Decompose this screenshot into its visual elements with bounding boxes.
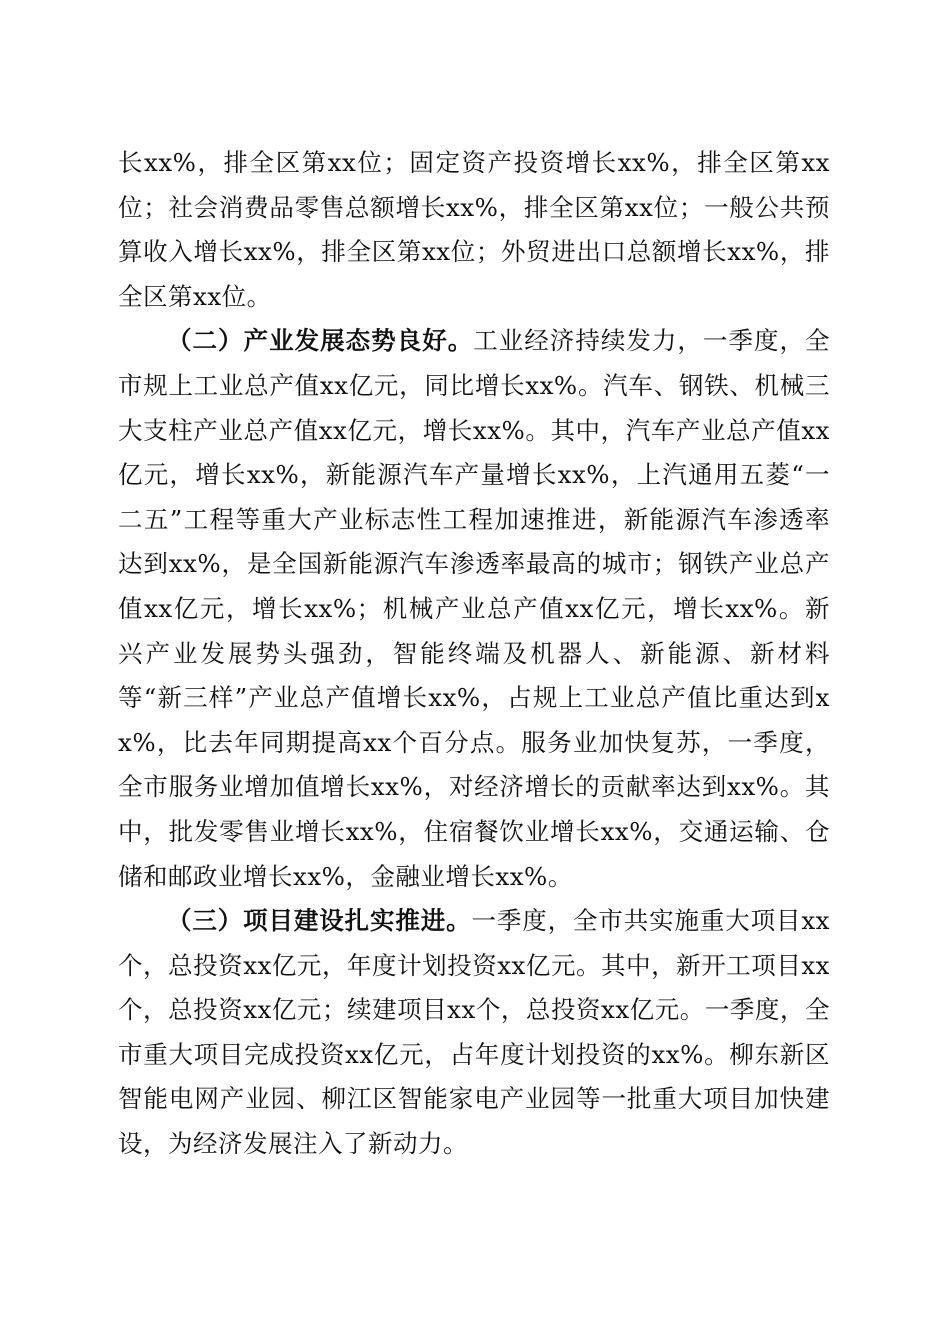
paragraph-heading: （三）项目建设扎实推进。 — [167, 906, 472, 936]
document-page — [118, 141, 830, 1167]
paragraph-text: 长xx%，排全区第xx位；固定资产投资增长xx%，排全区第xx位；社会消费品零售总额增长xx%，排全区第xx位；一般公共预算收入增长xx%，排全区第xx位；外贸进出口总额增长xx%，排全区第xx位。 — [118, 148, 830, 311]
paragraph-heading: （二）产业发展态势良好。 — [167, 326, 474, 356]
paragraph-text: 工业经济持续发力，一季度，全市规上工业总产值xx亿元，同比增长xx%。汽车、钢铁、机械三大支柱产业总产值xx亿元，增长xx%。其中，汽车产业总产值xx亿元，增长xx%，新能源汽车产量增长xx%，上汽通用五菱“一二五”工程等重大产业标志性工程加速推进，新能源汽车渗透率达到xx%，是全国新能源汽车渗透率最高的城市；钢铁产业总产值xx亿元，增长xx%；机械产业总产值xx亿元，增长xx%。新兴产业发展势头强劲，智能终端及机器人、新能源、新材料等“新三样”产业总产值增长xx%，占规上工业总产值比重达到xx%，比去年同期提高xx个百分点。服务业加快复苏，一季度，全市服务业增加值增长xx%，对经济增长的贡献率达到xx%。其中，批发零售业增长xx%，住宿餐饮业增长xx%，交通运输、仓储和邮政业增长xx%，金融业增长xx%。 — [118, 326, 831, 891]
paragraph-text: 一季度，全市共实施重大项目xx个，总投资xx亿元，年度计划投资xx亿元。其中，新开工项目xx个，总投资xx亿元；续建项目xx个，总投资xx亿元。一季度，全市重大项目完成投资xx亿元，占年度计划投资的xx%。柳东新区智能电网产业园、柳江区智能家电产业园等一批重大项目加快建设，为经济发展注入了新动力。 — [118, 906, 830, 1159]
paragraph-industry-development — [118, 319, 830, 899]
paragraph-project-construction — [118, 899, 830, 1167]
paragraph-continuation — [118, 141, 830, 319]
